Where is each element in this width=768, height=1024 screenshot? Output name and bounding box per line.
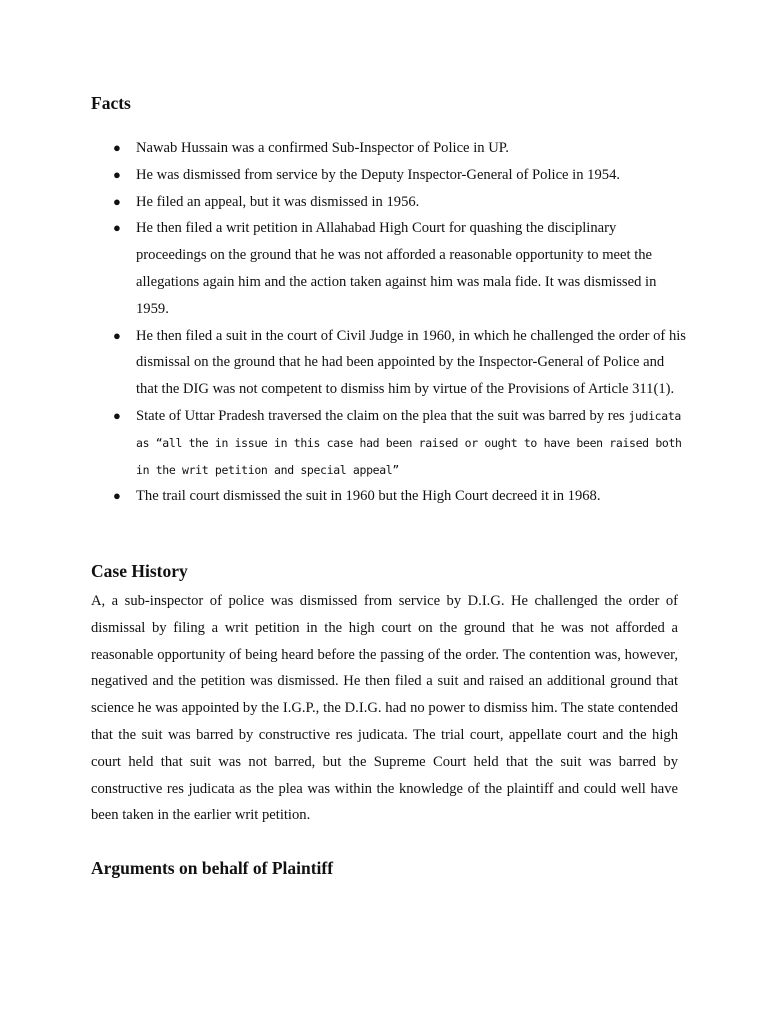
bullet-icon: ● [113, 488, 121, 504]
fact-text: He then filed a suit in the court of Civil Judge in 1960, in which he challenged the order of his dismissal on the ground that he had been appointed by the Inspector-General of Police and that the DIG was not competent to dismiss him by virtue of the Provisions of Article 311(1). [136, 327, 686, 398]
bullet-icon: ● [113, 327, 121, 343]
bullet-icon: ● [113, 140, 121, 155]
fact-item-7 [0, 483, 688, 510]
fact-item-6 [0, 403, 688, 483]
fact-item-1 [0, 135, 688, 162]
fact-text [136, 403, 688, 483]
bullet-icon: ● [113, 166, 121, 182]
fact-text-lead: State of Uttar Pradesh traversed the claim on the plea that the suit was barred by res [136, 407, 629, 424]
facts-heading: Facts [91, 93, 131, 113]
fact-text: The trail court dismissed the suit in 1960 but the High Court decreed it in 1968. [136, 488, 601, 505]
bullet-icon: ● [113, 193, 121, 209]
case-history-heading: Case History [91, 561, 188, 581]
bullet-icon: ● [113, 220, 121, 236]
fact-text-quote: judicata as “all the in issue in this case had been raised or ought to have been raised both in the writ petition and special appeal” [136, 408, 682, 477]
fact-item-3 [0, 189, 688, 216]
fact-text: Nawab Hussain was a confirmed Sub-Inspector of Police in UP. [136, 140, 509, 156]
arguments-heading: Arguments on behalf of Plaintiff [91, 858, 334, 878]
fact-item-2 [0, 162, 688, 189]
facts-list [0, 135, 768, 510]
fact-item-5 [0, 323, 688, 403]
fact-item-4 [0, 215, 688, 322]
fact-text: He filed an appeal, but it was dismissed in 1956. [136, 193, 420, 210]
fact-text: He was dismissed from service by the Deputy Inspector-General of Police in 1954. [136, 166, 621, 183]
case-history-paragraph: A, a sub-inspector of police was dismissed from service by D.I.G. He challenged the order of dismissal by filing a writ petition in the high court on the ground that he was not afforded a reasonable opportunity of being heard before the passing of the order. The contention was, however, negatived and the petition was dismissed. He then filed a suit and raised an additional ground that science he was appointed by the I.G.P., the D.I.G. had no power to dismiss him. The state contended that the suit was barred by constructive res judicata. The trial court, appellate court and the high court held that suit was not barred, but the Supreme Court held that the suit was barred by constructive res judicata as the plea was within the knowledge of the plaintiff and could well have been taken in the earlier writ petition. [91, 593, 678, 824]
bullet-icon: ● [113, 407, 121, 423]
fact-text: He then filed a writ petition in Allahabad High Court for quashing the disciplinary proceedings on the ground that he was not afforded a reasonable opportunity to meet the allegations again him and the action taken against him was mala fide. It was dismissed in 1959. [136, 220, 657, 317]
